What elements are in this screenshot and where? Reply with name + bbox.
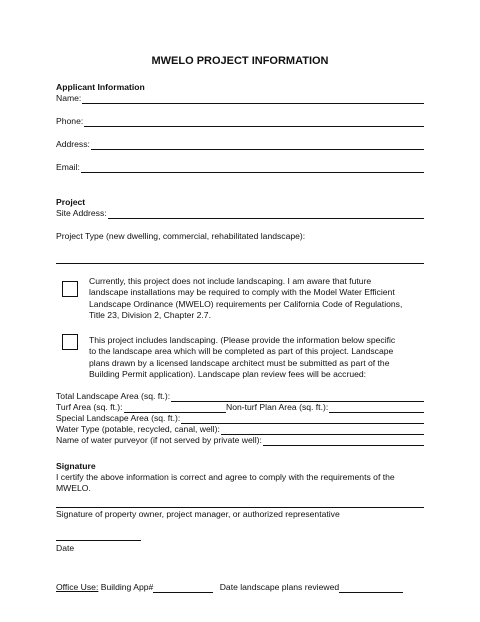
building-app-label: Building App# — [100, 582, 154, 592]
special-area-label: Special Landscape Area (sq. ft.): — [56, 413, 181, 423]
non-turf-label: Non-turf Plan Area (sq. ft.): — [226, 402, 329, 412]
site-address-field[interactable] — [56, 208, 424, 219]
purveyor-field[interactable] — [56, 435, 424, 446]
project-heading: Project — [56, 197, 86, 207]
signature-caption: Signature of property owner, project manager, or authorized representative — [56, 509, 340, 519]
address-line[interactable] — [91, 140, 424, 150]
includes-landscaping-text — [89, 335, 395, 380]
option-line: plans drawn by a licensed landscape architect must be submitted as part of the — [89, 357, 390, 368]
option-line: This project includes landscaping. (Please provide the information below specific — [89, 335, 396, 345]
date-reviewed-label: Date landscape plans reviewed — [219, 582, 340, 592]
name-line[interactable] — [82, 94, 424, 104]
option-line: Building Permit application). Landscape plan review fees will be accrued: — [89, 368, 367, 379]
date-reviewed-blank[interactable] — [339, 583, 403, 593]
water-type-field[interactable] — [56, 424, 424, 435]
office-use-row — [56, 582, 403, 593]
project-type-label: Project Type (new dwelling, commercial, rehabilitated landscape): — [56, 231, 306, 241]
address-field[interactable] — [56, 139, 424, 150]
special-area-line[interactable] — [181, 414, 424, 424]
signature-heading: Signature — [56, 461, 96, 471]
site-address-line[interactable] — [108, 209, 424, 219]
certify-line: MWELO. — [56, 483, 91, 494]
non-turf-field[interactable] — [226, 402, 424, 413]
water-type-line[interactable] — [221, 425, 424, 435]
building-app-blank[interactable] — [153, 583, 213, 593]
includes-landscaping-checkbox[interactable] — [62, 334, 78, 350]
date-caption: Date — [56, 543, 75, 553]
project-type-line[interactable] — [56, 263, 424, 264]
applicant-heading: Applicant Information — [56, 82, 145, 92]
phone-line[interactable] — [84, 117, 424, 127]
email-field[interactable] — [56, 162, 424, 173]
water-type-label: Water Type (potable, recycled, canal, well): — [56, 424, 220, 434]
page-title: MWELO PROJECT INFORMATION — [151, 55, 329, 67]
option-line: Title 23, Division 2, Chapter 2.7. — [89, 309, 211, 320]
non-turf-line[interactable] — [329, 403, 424, 413]
phone-field[interactable] — [56, 116, 424, 127]
option-line: to the landscape area which will be completed as part of this project. Landscape — [89, 346, 394, 357]
email-label: Email: — [56, 162, 80, 172]
date-line[interactable] — [56, 540, 141, 541]
total-area-line[interactable] — [171, 392, 424, 402]
option-line: Currently, this project does not include landscaping. I am aware that future — [89, 276, 372, 286]
option-line: Landscape Ordinance (MWELO) requirements per California Code of Regulations, — [89, 298, 403, 309]
option-line: landscape installations may be required to comply with the Model Water Efficient — [89, 287, 395, 298]
email-line[interactable] — [81, 163, 424, 173]
turf-area-line[interactable] — [124, 403, 226, 413]
special-area-field[interactable] — [56, 413, 424, 424]
signature-line[interactable] — [56, 507, 424, 508]
certify-text — [56, 472, 395, 495]
site-address-label: Site Address: — [56, 208, 107, 218]
phone-label: Phone: — [56, 116, 84, 126]
no-landscaping-text — [89, 276, 402, 321]
office-use-label: Office Use: — [56, 582, 99, 592]
purveyor-label: Name of water purveyor (if not served by private well): — [56, 435, 262, 445]
total-area-label: Total Landscape Area (sq. ft.): — [56, 391, 171, 401]
total-area-field[interactable] — [56, 391, 424, 402]
certify-line: I certify the above information is correct and agree to comply with the requirements of the — [56, 472, 395, 482]
no-landscaping-checkbox[interactable] — [62, 281, 78, 297]
name-field[interactable] — [56, 93, 424, 104]
name-label: Name: — [56, 93, 82, 103]
address-label: Address: — [56, 139, 90, 149]
turf-area-field[interactable] — [56, 402, 226, 413]
purveyor-line[interactable] — [263, 436, 424, 446]
turf-area-label: Turf Area (sq. ft.): — [56, 402, 123, 412]
